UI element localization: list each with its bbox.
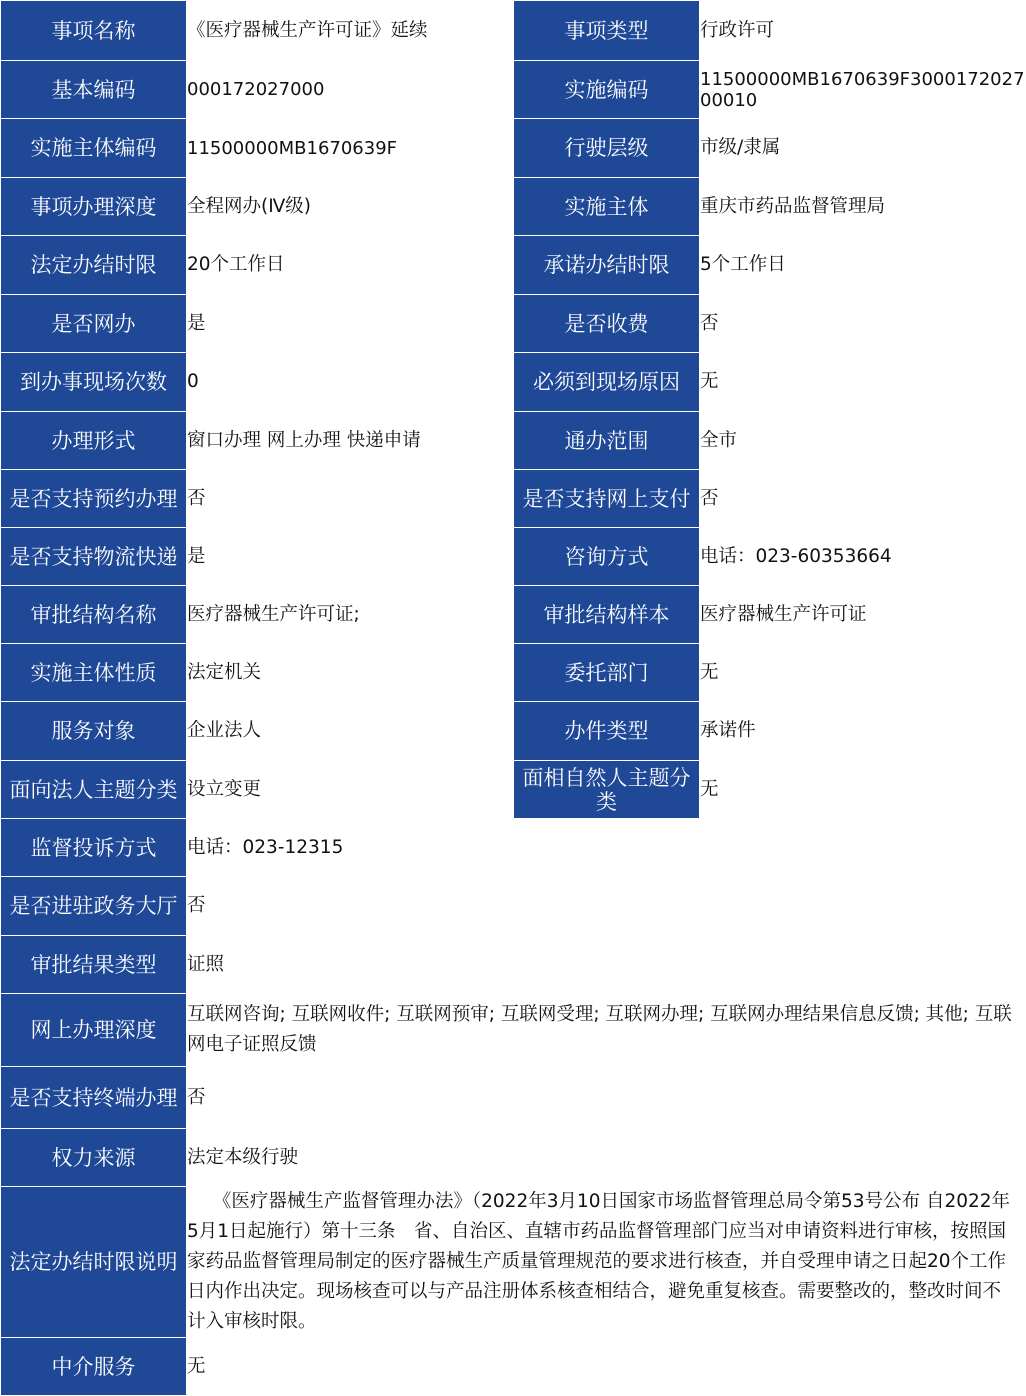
value-implementing-body: 重庆市药品监督管理局 — [700, 178, 1026, 236]
table-row — [1, 936, 1026, 994]
value-case-type: 承诺件 — [700, 702, 1026, 761]
table-row — [1, 61, 1026, 119]
table-row — [1, 761, 1026, 819]
label-item-name: 事项名称 — [1, 1, 187, 61]
value-onsite-reason: 无 — [700, 353, 1026, 412]
value-online-handling: 是 — [187, 295, 514, 353]
table-row — [1, 353, 1026, 412]
table-row — [1, 1129, 1026, 1187]
value-power-source: 法定本级行驶 — [187, 1129, 1026, 1187]
value-implement-code: 11500000MB1670639F300017202700010 — [700, 61, 1026, 119]
label-complaint-method: 监督投诉方式 — [1, 819, 187, 877]
table-row — [1, 236, 1026, 295]
table-row — [1, 1, 1026, 61]
value-legal-time-limit: 20个工作日 — [187, 236, 514, 295]
value-service-target: 企业法人 — [187, 702, 514, 761]
value-terminal-support: 否 — [187, 1067, 1026, 1129]
value-promised-time-limit: 5个工作日 — [700, 236, 1026, 295]
label-gov-hall: 是否进驻政务大厅 — [1, 877, 187, 936]
table-row — [1, 1067, 1026, 1129]
label-approval-sample: 审批结构样本 — [514, 586, 700, 644]
value-legal-person-theme: 设立变更 — [187, 761, 514, 819]
value-item-name: 《医疗器械生产许可证》延续 — [187, 1, 514, 61]
value-natural-person-theme: 无 — [700, 761, 1026, 819]
label-onsite-reason: 必须到现场原因 — [514, 353, 700, 412]
value-online-payment: 否 — [700, 470, 1026, 528]
value-onsite-visits: 0 — [187, 353, 514, 412]
label-case-type: 办件类型 — [514, 702, 700, 761]
table-row — [1, 470, 1026, 528]
table-row — [1, 586, 1026, 644]
label-natural-person-theme: 面相自然人主题分类 — [514, 761, 700, 819]
label-service-scope: 通办范围 — [514, 412, 700, 470]
time-limit-note-text: 《医疗器械生产监督管理办法》（2022年3月10日国家市场监督管理总局令第53号公布 自2022年5月1日起施行）第十三条 省、自治区、直辖市药品监督管理部门应当对申请资料进行审核，按照国家药品监督管理局制定的医疗器械生产质量管理规范的要求进行核查，并自受理申请之日起20个工作日内作出决定。现场核查可以与产品注册体系核查相结合，避免重复核查。需要整改的，整改时间不计入审核时限。 — [187, 1191, 1011, 1332]
value-service-scope: 全市 — [700, 412, 1026, 470]
table-row — [1, 877, 1026, 936]
table-row — [1, 1187, 1026, 1338]
label-item-type: 事项类型 — [514, 1, 700, 61]
label-handling-form: 办理形式 — [1, 412, 187, 470]
value-online-depth: 互联网咨询; 互联网收件; 互联网预审; 互联网受理; 互联网办理; 互联网办理结果信息反馈; 其他; 互联网电子证照反馈 — [187, 994, 1026, 1067]
table-row — [1, 295, 1026, 353]
label-legal-time-limit: 法定办结时限 — [1, 236, 187, 295]
label-online-handling: 是否网办 — [1, 295, 187, 353]
label-time-limit-note: 法定办结时限说明 — [1, 1187, 187, 1338]
table-row — [1, 702, 1026, 761]
label-promised-time-limit: 承诺办结时限 — [514, 236, 700, 295]
value-exercise-level: 市级/隶属 — [700, 119, 1026, 178]
value-complaint-method: 电话：023-12315 — [187, 819, 1026, 877]
table-row — [1, 528, 1026, 586]
label-online-depth: 网上办理深度 — [1, 994, 187, 1067]
label-terminal-support: 是否支持终端办理 — [1, 1067, 187, 1129]
value-intermediary-service: 无 — [187, 1338, 1026, 1396]
table-row — [1, 178, 1026, 236]
label-logistics-support: 是否支持物流快递 — [1, 528, 187, 586]
label-exercise-level: 行驶层级 — [514, 119, 700, 178]
label-basic-code: 基本编码 — [1, 61, 187, 119]
label-consult-method: 咨询方式 — [514, 528, 700, 586]
label-appointment-support: 是否支持预约办理 — [1, 470, 187, 528]
value-handling-depth: 全程网办(Ⅳ级) — [187, 178, 514, 236]
table-row — [1, 412, 1026, 470]
value-subject-code: 11500000MB1670639F — [187, 119, 514, 178]
value-gov-hall: 否 — [187, 877, 1026, 936]
value-time-limit-note — [187, 1187, 1026, 1338]
value-subject-nature: 法定机关 — [187, 644, 514, 702]
label-service-target: 服务对象 — [1, 702, 187, 761]
label-legal-person-theme: 面向法人主题分类 — [1, 761, 187, 819]
label-online-payment: 是否支持网上支付 — [514, 470, 700, 528]
value-basic-code: 000172027000 — [187, 61, 514, 119]
value-consult-method: 电话：023-60353664 — [700, 528, 1026, 586]
value-logistics-support: 是 — [187, 528, 514, 586]
label-intermediary-service: 中介服务 — [1, 1338, 187, 1396]
table-row — [1, 819, 1026, 877]
value-entrusted-dept: 无 — [700, 644, 1026, 702]
label-onsite-visits: 到办事现场次数 — [1, 353, 187, 412]
value-approval-sample: 医疗器械生产许可证 — [700, 586, 1026, 644]
value-handling-form: 窗口办理 网上办理 快递申请 — [187, 412, 514, 470]
label-implementing-body: 实施主体 — [514, 178, 700, 236]
label-approval-name: 审批结构名称 — [1, 586, 187, 644]
label-entrusted-dept: 委托部门 — [514, 644, 700, 702]
table-row — [1, 119, 1026, 178]
table-row — [1, 644, 1026, 702]
value-approval-result-type: 证照 — [187, 936, 1026, 994]
label-approval-result-type: 审批结果类型 — [1, 936, 187, 994]
label-implement-code: 实施编码 — [514, 61, 700, 119]
table-row — [1, 994, 1026, 1067]
label-charged: 是否收费 — [514, 295, 700, 353]
value-item-type: 行政许可 — [700, 1, 1026, 61]
label-subject-code: 实施主体编码 — [1, 119, 187, 178]
label-handling-depth: 事项办理深度 — [1, 178, 187, 236]
label-power-source: 权力来源 — [1, 1129, 187, 1187]
value-approval-name: 医疗器械生产许可证; — [187, 586, 514, 644]
label-subject-nature: 实施主体性质 — [1, 644, 187, 702]
table-row — [1, 1338, 1026, 1396]
value-appointment-support: 否 — [187, 470, 514, 528]
value-charged: 否 — [700, 295, 1026, 353]
